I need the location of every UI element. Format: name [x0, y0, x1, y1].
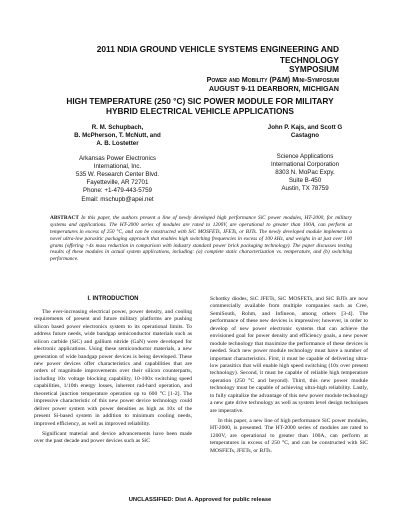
author-names-left [30, 124, 205, 148]
conference-line-4: AUGUST 9-11 DEARBORN, MICHIGAN [208, 84, 339, 94]
author-column-right [240, 124, 370, 193]
affiliation-line: Fayetteville, AR 72701 [86, 179, 149, 187]
conference-line-3: Power and Mobility (P&M) Mini-Symposium [206, 75, 339, 85]
abstract-text: In this paper, the authors present a line of newly developed high performance SiC power modules, HT-2000, for military systems and applications. The HT-2000 series of modules are rated to 1200V, are operational to greater than 100A, can perform at temperatures in excess of 250 °C, and can be constructed with SiC MOSFETs, JFETs, or BJTs. The newly developed module implements a novel ultra-low parasitic packaging approach that enables high switching frequencies in excess of 100 kHz, and weighs in at just over 100 grams (offering >4x mass reduction in comparison with industry standard power brick packaging technology). The paper discusses testing results of these modules in actual system applications, including: (a) complete static characterization vs. temperature, and (b) switching performance. [50, 215, 352, 263]
paper-title [30, 96, 370, 117]
author-name-line: R. M. Schupbach, [91, 124, 144, 131]
author-names-right [240, 124, 370, 140]
affiliation-line: International, Inc. [93, 163, 142, 171]
affiliation-line: 535 W. Research Center Blvd. [75, 171, 160, 179]
title-line-2: HYBRID ELECTRICAL VEHICLE APPLICATIONS [106, 106, 294, 117]
author-name-line: B. McPherson, T. McNutt, and [74, 132, 161, 140]
abstract [50, 215, 352, 263]
paragraph: The ever-increasing electrical power, power density, and cooling requirements of present and future military platforms are pushing silicon based power electronics system to its operational limits. To address future needs, wide bandgap semiconductor materials such as silicon carbide (SiC) and gallium nitride (GaN) were developed for electronic applications. Using these semiconductor materials, a new generation of wide bandgap power devices is being developed. These new power devices offer characteristics and capabilities that are orders of magnitude improvements over their silicon counterparts, including 10x voltage blocking capability, 10-100x switching speed capabilities, 1/10th energy losses, inherent rad-hard operation, and theoretical junction temperature operation up to 600 °C [1-2]. The impressive characteristic of this new power device technology could deliver power system with power densities as high as 10x of the present Si-based system in addition to minimum cooling needs, improved efficiency, as well as improved reliability. [34, 308, 192, 427]
section-heading: I. INTRODUCTION [87, 296, 139, 302]
paragraph: Significant material and device advancements have been made over the past decade and power devices such as SiC [34, 430, 192, 445]
affiliation-line: International Corporation [270, 161, 340, 169]
paragraph: In this paper, a new line of high performance SiC power modules, HT-2000, is presented. The HT-2000 series of modules are rated to 1200V, are operational to greater than 100A, can perform at temperatures in excess of 250 °C, and can be constructed with SiC MOSFETs, JFETs, or BJTs. [210, 418, 368, 454]
author-block [30, 124, 370, 219]
affiliation-line: Science Applications [276, 153, 334, 161]
body-column-right [210, 296, 368, 458]
affiliation-line: Suite B-450 [288, 177, 322, 185]
affiliation-line: Arkansas Power Electronics [78, 155, 157, 163]
conference-line-2: SYMPOSIUM [288, 65, 339, 74]
affiliation-line: Phone: +1-479-443-5759 [83, 187, 152, 195]
distribution-footer: UNCLASSIFIED: Dist A. Approved for public release [128, 497, 272, 503]
affiliation-left [30, 155, 205, 203]
affiliation-line: Email: mschupb@apei.net [81, 195, 154, 203]
abstract-label: ABSTRACT [50, 215, 79, 221]
title-line-1: HIGH TEMPERATURE (250 °C) SIC POWER MODULE FOR MILITARY [66, 96, 334, 106]
author-name-line: A. B. Lostetter [96, 140, 139, 148]
affiliation-line: 8303 N. MoPac Expy. [275, 169, 335, 177]
conference-line-1: 2011 NDIA GROUND VEHICLE SYSTEMS ENGINEERING AND TECHNOLOGY [96, 44, 339, 65]
author-name-line: Castagno [290, 132, 320, 140]
body-column-left [34, 296, 192, 449]
conference-header [39, 44, 339, 93]
affiliation-right [240, 153, 370, 193]
paragraph: Schottky diodes, SiC JFETs, SiC MOSFETs, and SiC BJTs are now commercially available from multiple companies such as Cree, SemiSouth, Rohm, and Infineon, among others [3-4]. The performance of these new devices is impressive; however, in order to develop of new power electronic systems that can achieve the envisioned goal for power density and efficiency goals, a new power module technology that maximize the performance of these devices is needed. Such new power module technology must have a number of important characteristics. First, it must be capable of delivering ultra-low parasitics that will enable high speed switching (10x over present technology). Second, it must be capable of reliable high temperature operation (250 °C and beyond). Third, this new power module technology must be capable of achieving ultra-high reliability. Lastly, to fully capitalize the advantage of this new power module technology a new gate drive technology as well as system level design techniques are imperative. [210, 296, 368, 414]
author-name-line: John P. Kajs, and Scott G [267, 124, 343, 131]
author-column-left [30, 124, 205, 204]
affiliation-line: Austin, TX 78759 [281, 185, 329, 193]
